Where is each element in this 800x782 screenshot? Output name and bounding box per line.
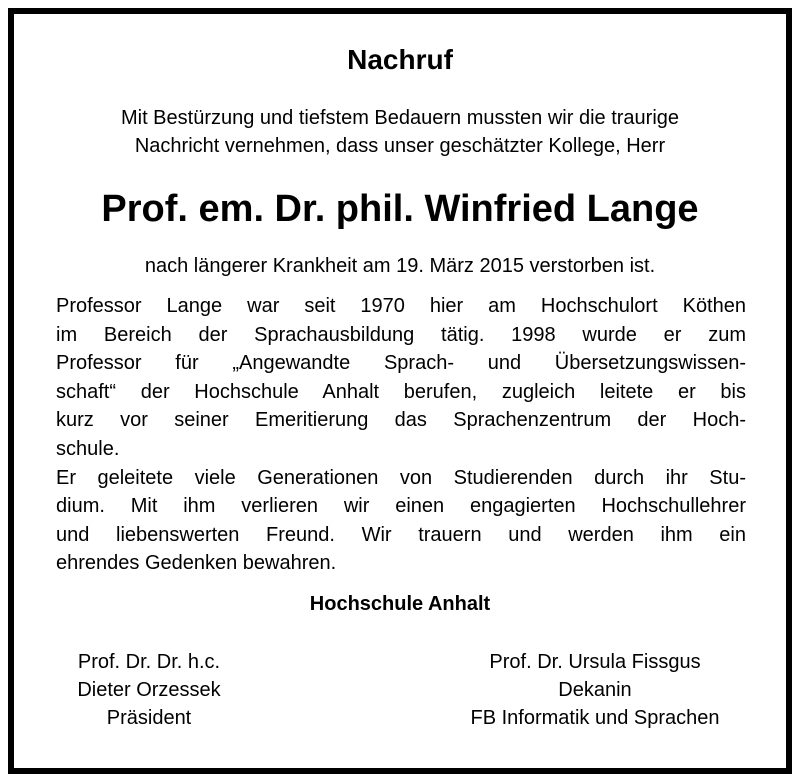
- body-line: Professor Lange war seit 1970 hier am Hochschulort Köthen: [56, 295, 746, 317]
- signatory-department: FB Informatik und Sprachen: [470, 707, 720, 729]
- body-line: dium. Mit ihm verlieren wir einen engagierten Hochschullehrer: [56, 495, 746, 518]
- signatory-right: [420, 648, 770, 732]
- signatory-name: Prof. Dr. Ursula Fissgus: [489, 651, 701, 673]
- body-line: und liebenswerten Freund. Wir trauern und werden ihm ein: [56, 523, 746, 546]
- body-line: schule.: [56, 437, 120, 460]
- institution-name: Hochschule Anhalt: [309, 593, 491, 615]
- intro-text: [0, 104, 800, 160]
- body-line: Professor für „Angewandte Sprach- und Übersetzungswissen-: [56, 352, 746, 375]
- signatory-role: Präsident: [106, 707, 192, 729]
- intro-line: Mit Bestürzung und tiefstem Bedauern mussten wir die traurige: [120, 107, 680, 129]
- signatory-left: [44, 648, 254, 732]
- body-line: Er geleitete viele Generationen von Studierenden durch ihr Stu-: [56, 466, 746, 489]
- signatory-role: Dekanin: [558, 679, 632, 701]
- death-statement: nach längerer Krankheit am 19. März 2015 verstorben ist.: [144, 255, 656, 277]
- body-line: kurz vor seiner Emeritierung das Sprachenzentrum der Hoch-: [56, 409, 746, 432]
- body-line: im Bereich der Sprachausbildung tätig. 1998 wurde er zum: [56, 323, 746, 346]
- deceased-name: Prof. em. Dr. phil. Winfried Lange: [101, 188, 699, 230]
- body-line: ehrendes Gedenken bewahren.: [56, 552, 337, 575]
- intro-line: Nachricht vernehmen, dass unser geschätzter Kollege, Herr: [134, 135, 666, 157]
- signatory-title: Prof. Dr. Dr. h.c.: [77, 651, 221, 673]
- body-line: schaft“ der Hochschule Anhalt berufen, zugleich leitete er bis: [56, 380, 746, 403]
- notice-heading: Nachruf: [347, 44, 453, 75]
- signatory-name: Dieter Orzessek: [77, 679, 221, 701]
- obituary-body: [56, 292, 746, 578]
